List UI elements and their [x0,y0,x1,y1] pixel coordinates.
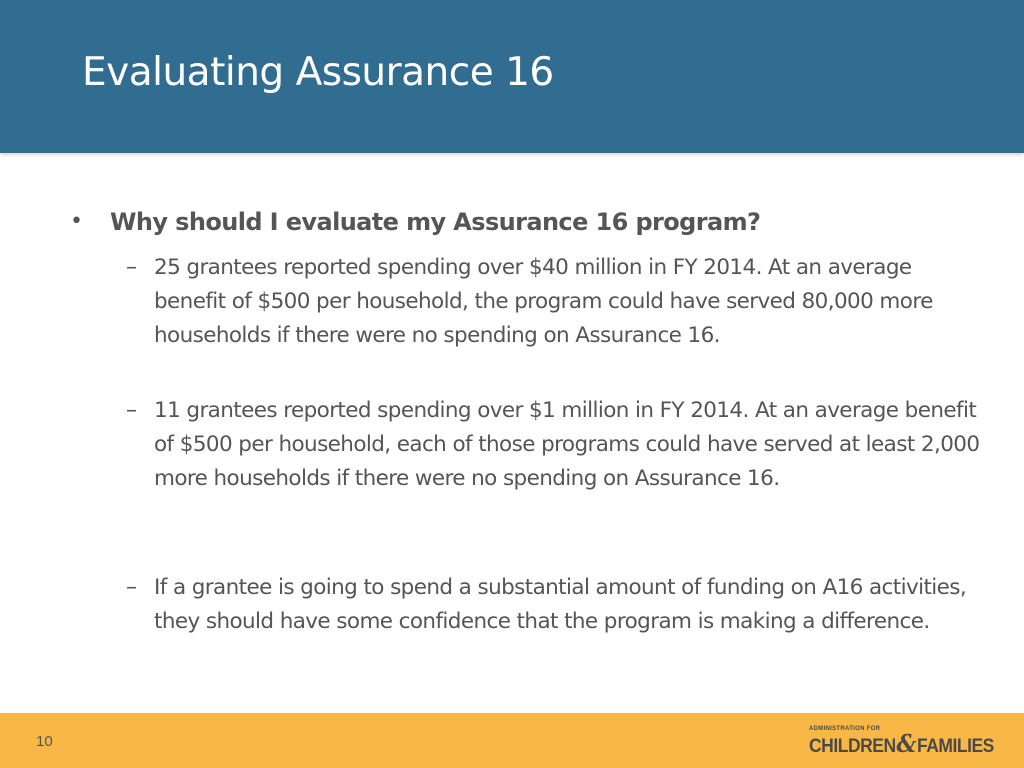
page-number: 10 [36,733,53,750]
dash-icon: – [126,255,137,280]
bullet-icon: • [70,209,83,234]
sub-bullet-text: If a grantee is going to spend a substantial amount of funding on A16 activities, they should have some confidence that the program is making a difference. [154,575,967,634]
logo-top-line: ADMINISTRATION FOR [809,725,881,732]
slide-title: Evaluating Assurance 16 [82,50,554,95]
dash-icon: – [126,575,137,600]
logo-text [809,725,1010,758]
sub-bullet-text: 25 grantees reported spending over $40 million in FY 2014. At an average benefit of $500 per household, the program could have served 80,000 more households if there were no spending on Assurance 16. [154,255,933,348]
acf-logo [803,722,1009,760]
logo-ampersand: & [896,728,917,758]
logo-word-families: FAMILIES [916,735,994,757]
dash-icon: – [126,398,137,423]
sub-bullet-text: 11 grantees reported spending over $1 million in FY 2014. At an average benefit of $500 per household, each of those programs could have served at least 2,000 more households if there were no spending on Assurance 16. [154,398,980,491]
sub-bullet [126,251,996,353]
main-bullet [70,204,760,240]
logo-word-children: CHILDREN [809,735,896,757]
sub-bullet [126,394,996,496]
sub-bullet [126,571,996,639]
main-bullet-text: Why should I evaluate my Assurance 16 program? [110,208,761,236]
